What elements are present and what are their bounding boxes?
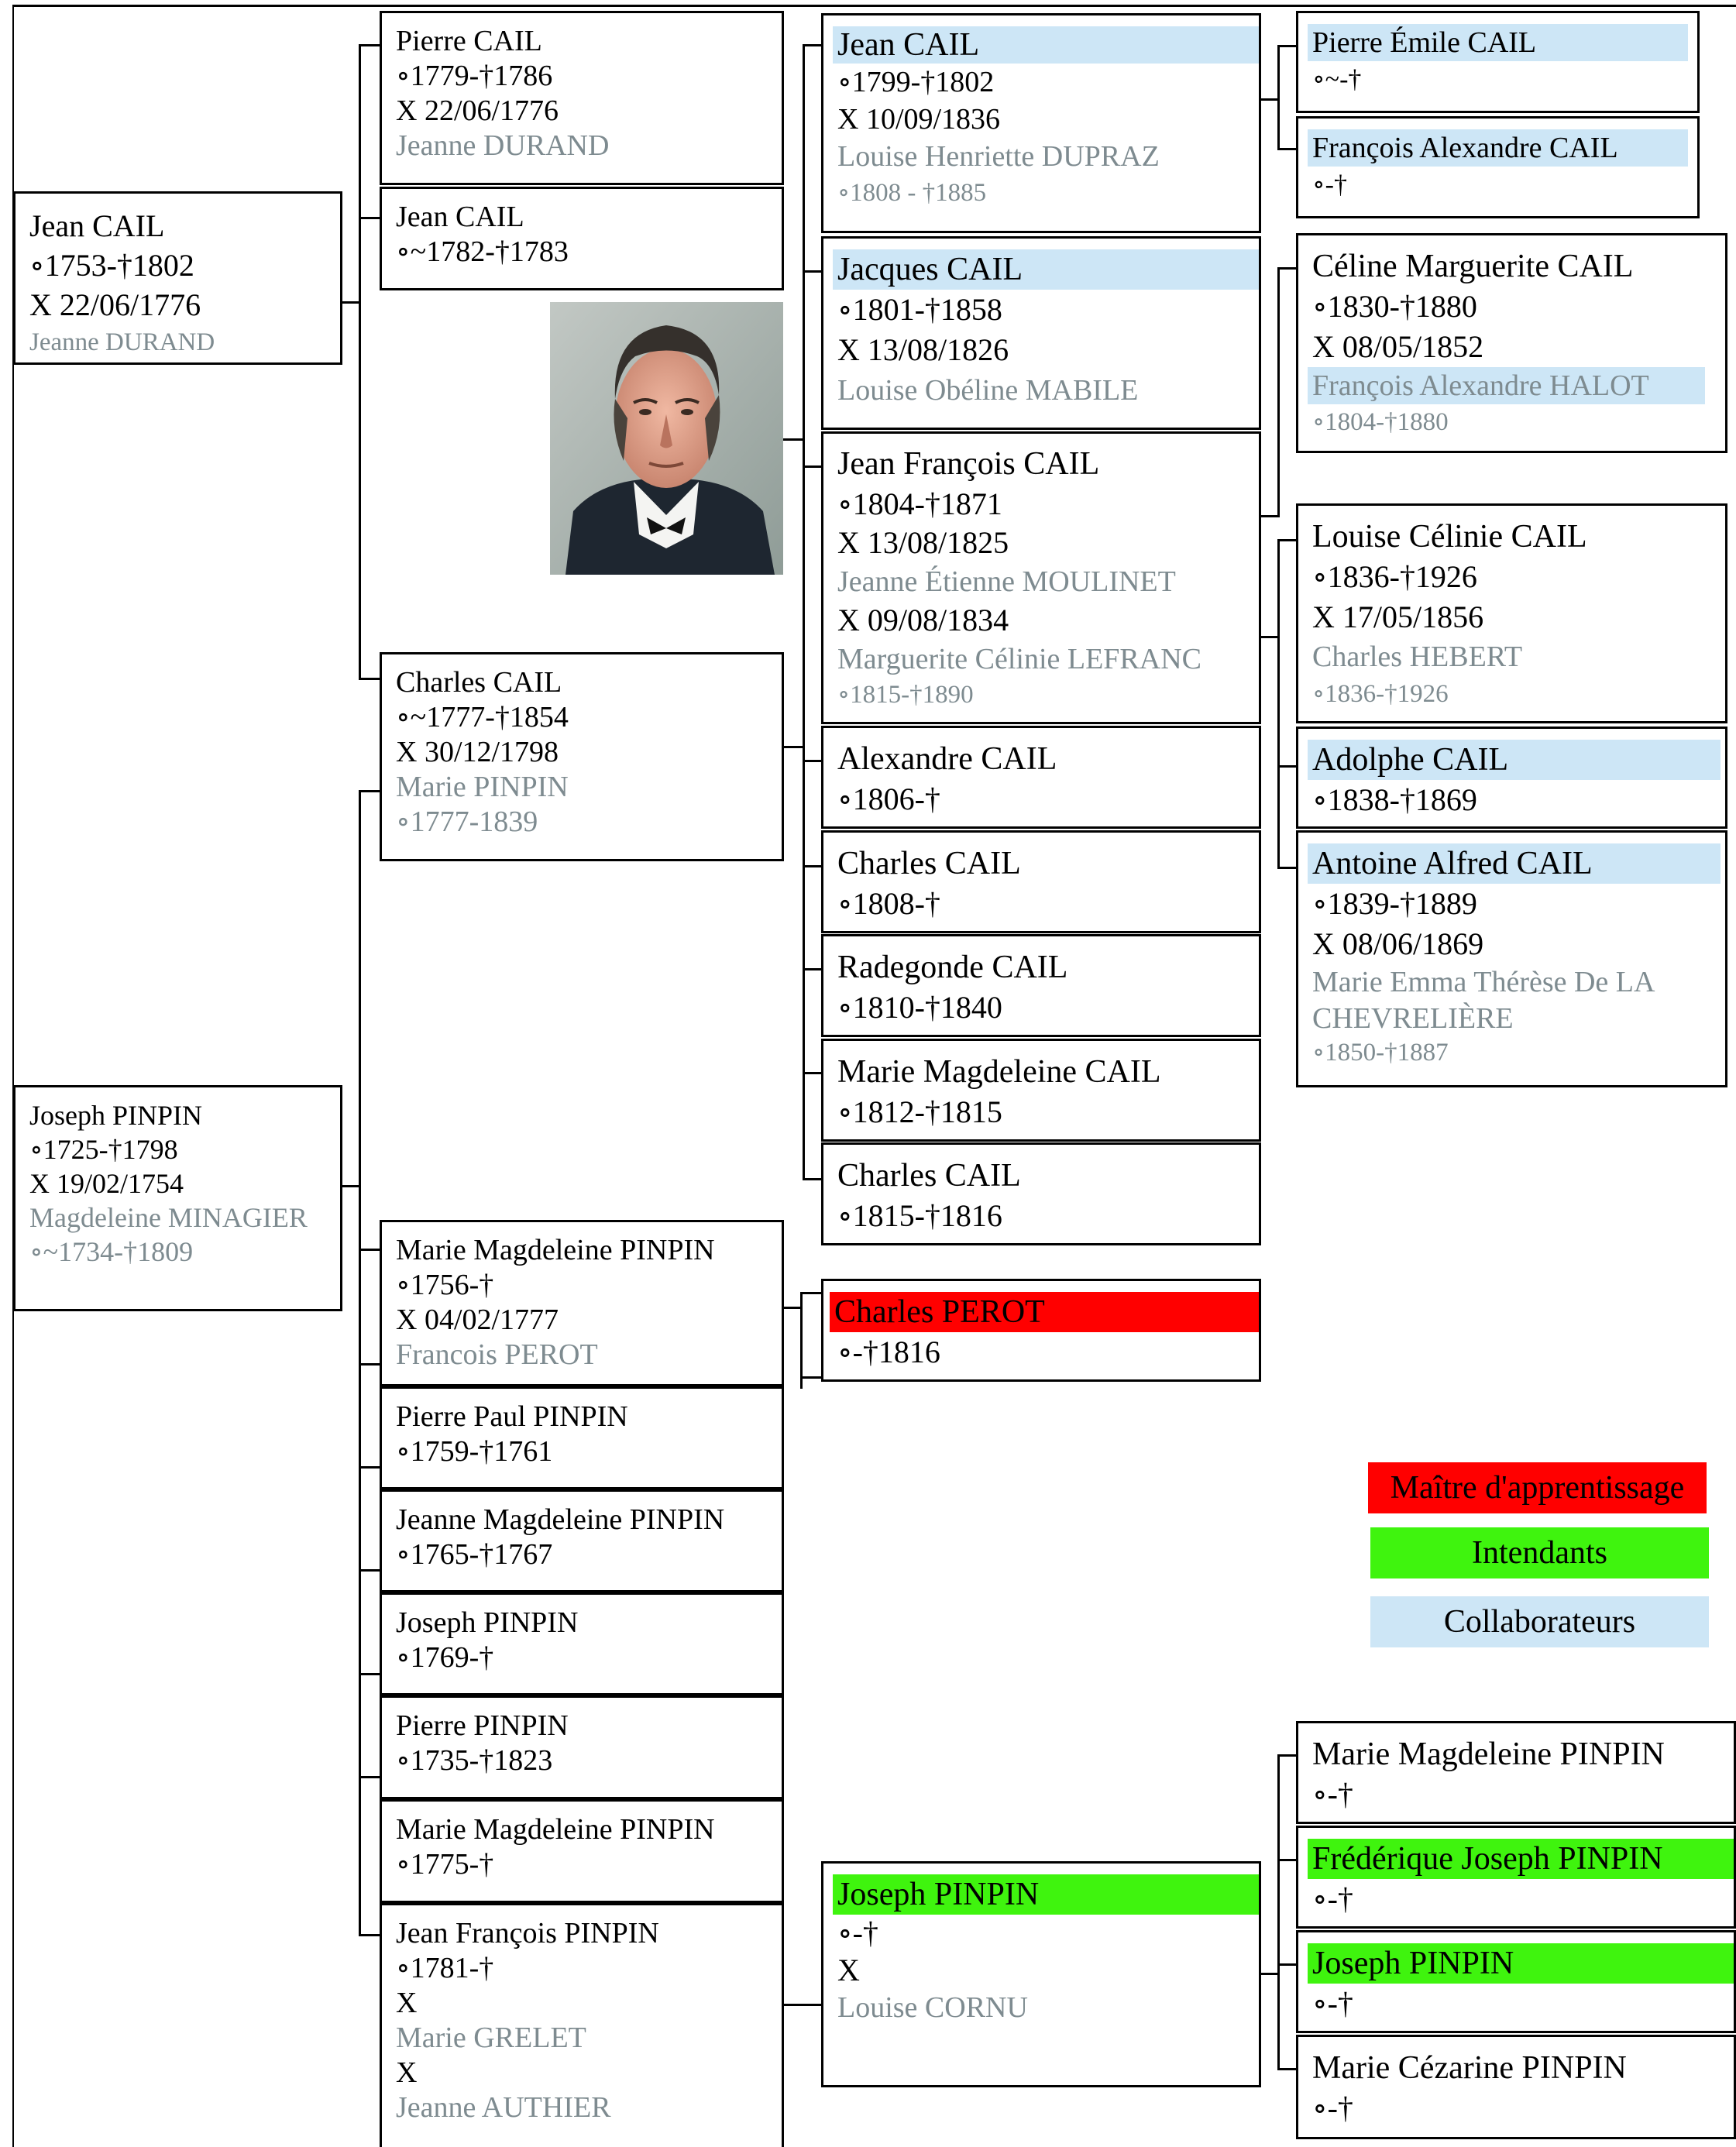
person-dates: ∘1756-† — [396, 1269, 494, 1301]
connector — [803, 44, 822, 46]
connector — [803, 968, 822, 970]
person-dates: ∘~1782-†1783 — [396, 235, 569, 268]
spouse-dates: ∘~1734-†1809 — [29, 1236, 194, 1267]
person-dates: ∘1775-† — [396, 1848, 494, 1881]
connector — [1277, 45, 1280, 150]
marriage-date: X 09/08/1834 — [837, 603, 1009, 637]
person-name: Pierre Émile CAIL — [1308, 24, 1688, 61]
person-card[interactable] — [1296, 2035, 1736, 2139]
person-name: Charles CAIL — [837, 1158, 1021, 1194]
person-dates: ∘1753-†1802 — [29, 248, 194, 283]
person-dates: ∘1810-†1840 — [837, 990, 1002, 1025]
spouse-dates: ∘1777-1839 — [396, 806, 538, 838]
spouse-name: Marie PINPIN — [396, 771, 569, 803]
legend-label: Intendants — [1472, 1535, 1607, 1571]
connector — [1277, 1754, 1297, 1757]
legend-collaborateurs — [1370, 1596, 1709, 1647]
spouse-name: Marie GRELET — [396, 2022, 586, 2054]
marriage-date: X 22/06/1776 — [29, 287, 201, 322]
person-card[interactable] — [1296, 1721, 1736, 1824]
person-card[interactable] — [821, 1279, 1261, 1382]
spouse-dates: ∘1804-†1880 — [1312, 408, 1449, 436]
person-dates: ∘1779-†1786 — [396, 60, 553, 92]
person-dates: ∘1836-†1926 — [1312, 559, 1477, 594]
connector — [800, 1376, 823, 1379]
person-name: Jean CAIL — [29, 208, 165, 243]
person-dates: ∘-†1816 — [837, 1335, 940, 1369]
person-name: Joseph PINPIN — [1308, 1943, 1736, 1984]
person-dates: ∘1806-† — [837, 782, 940, 816]
connector — [803, 865, 822, 867]
connector — [1277, 539, 1297, 541]
spouse-dates: ∘1836-†1926 — [1312, 680, 1449, 708]
connector — [783, 746, 804, 748]
person-name: Jean François CAIL — [837, 446, 1100, 482]
person-card[interactable] — [380, 1695, 784, 1799]
connector — [803, 44, 805, 1180]
connector — [803, 465, 822, 468]
person-dates: ∘1769-† — [396, 1641, 494, 1674]
portrait-photo — [550, 302, 783, 575]
person-dates: ∘1765-†1767 — [396, 1538, 553, 1571]
connector — [359, 1363, 380, 1365]
connector — [359, 678, 380, 680]
person-card[interactable] — [821, 830, 1261, 933]
connector — [1277, 539, 1280, 869]
legend-label: Collaborateurs — [1443, 1604, 1636, 1640]
connector — [359, 44, 380, 46]
spouse-name: Jeanne DURAND — [396, 129, 610, 162]
person-name: Marie Magdeleine PINPIN — [396, 1813, 715, 1846]
person-card[interactable] — [1296, 11, 1700, 113]
connector — [783, 438, 804, 441]
person-name: Alexandre CAIL — [837, 741, 1057, 777]
spouse-name: Louise CORNU — [837, 1991, 1028, 2024]
connector — [359, 1776, 380, 1778]
person-name: Jacques CAIL — [833, 249, 1261, 290]
connector — [359, 1934, 380, 1936]
person-card[interactable] — [13, 191, 342, 365]
person-dates: ∘1839-†1889 — [1312, 886, 1477, 921]
person-name: Joseph PINPIN — [833, 1874, 1261, 1915]
person-card[interactable] — [380, 1799, 784, 1903]
person-name: Jean François PINPIN — [396, 1917, 659, 1949]
marriage-date: X 19/02/1754 — [29, 1168, 184, 1199]
person-dates: ∘1815-†1816 — [837, 1198, 1002, 1233]
person-dates: ∘1808-† — [837, 886, 940, 921]
marriage-date: X 17/05/1856 — [1312, 599, 1484, 634]
spouse-dates: ∘1815-†1890 — [837, 681, 974, 709]
spouse-name: François Alexandre HALOT — [1308, 367, 1705, 404]
person-name: François Alexandre CAIL — [1308, 129, 1688, 167]
spouse-dates: ∘1850-†1887 — [1312, 1039, 1449, 1067]
person-dates: ∘-† — [1312, 1881, 1353, 1916]
person-card[interactable] — [821, 1039, 1261, 1142]
person-name: Joseph PINPIN — [29, 1100, 203, 1131]
marriage-date: X — [396, 1987, 418, 2019]
spouse-name: Francois PEROT — [396, 1338, 598, 1371]
person-dates: ∘-† — [1312, 170, 1347, 199]
person-name: Joseph PINPIN — [396, 1606, 579, 1639]
spouse-dates: ∘1808 - †1885 — [837, 179, 987, 207]
person-card[interactable] — [13, 1085, 342, 1311]
person-card[interactable] — [821, 1861, 1261, 2087]
person-card[interactable] — [821, 1142, 1261, 1245]
connector — [1260, 98, 1279, 101]
connector — [800, 1292, 803, 1389]
person-name: Céline Marguerite CAIL — [1312, 249, 1634, 284]
connector — [1277, 1754, 1280, 2070]
connector — [342, 301, 360, 304]
marriage-date: X 04/02/1777 — [396, 1304, 559, 1336]
person-name: Charles CAIL — [396, 666, 562, 699]
person-card[interactable] — [380, 1489, 784, 1592]
connector — [359, 1466, 380, 1469]
marriage-date: X 13/08/1826 — [837, 332, 1009, 367]
person-dates: ∘1812-†1815 — [837, 1094, 1002, 1129]
top-border — [12, 5, 1736, 7]
person-dates: ∘1830-†1880 — [1312, 289, 1477, 324]
person-card[interactable] — [821, 726, 1261, 829]
person-name: Antoine Alfred CAIL — [1308, 843, 1721, 884]
person-card[interactable] — [1296, 116, 1700, 218]
marriage-date: X — [837, 1953, 860, 1987]
person-card[interactable] — [380, 1220, 784, 1386]
spouse-name: Marie Emma Thérèse De LA CHEVRELIÈRE — [1312, 966, 1654, 1035]
person-name: Marie Cézarine PINPIN — [1312, 2050, 1627, 2086]
person-dates: ∘1838-†1869 — [1312, 782, 1477, 817]
person-card[interactable] — [1296, 1826, 1736, 1929]
legend-intendants — [1370, 1527, 1709, 1578]
spouse-name: Jeanne AUTHIER — [396, 2091, 611, 2124]
person-name: Marie Magdeleine CAIL — [837, 1054, 1161, 1090]
person-card[interactable] — [1296, 727, 1727, 829]
marriage-date: X 22/06/1776 — [396, 94, 559, 127]
connector — [803, 270, 822, 273]
connector — [1277, 45, 1297, 47]
spouse-name: Louise Henriette DUPRAZ — [837, 140, 1160, 173]
person-dates: ∘1725-†1798 — [29, 1134, 178, 1165]
connector — [1277, 1963, 1297, 1966]
marriage-date: X 08/06/1869 — [1312, 926, 1484, 961]
person-name: Pierre CAIL — [396, 25, 542, 57]
connector — [359, 1249, 380, 1251]
marriage-date: X 30/12/1798 — [396, 736, 559, 768]
connector — [1260, 1973, 1279, 1975]
connector — [803, 1178, 822, 1180]
connector — [800, 1292, 823, 1294]
person-card[interactable] — [821, 431, 1261, 724]
person-dates: ∘1735-†1823 — [396, 1744, 553, 1777]
marriage-date: X — [396, 2056, 418, 2089]
connector — [783, 2004, 823, 2006]
marriage-date: X 08/05/1852 — [1312, 329, 1484, 364]
legend-label: Maître d'apprentissage — [1390, 1470, 1685, 1506]
person-card[interactable] — [821, 13, 1261, 233]
person-card[interactable] — [1296, 503, 1727, 723]
legend-maitre — [1368, 1462, 1707, 1513]
marriage-date: X 13/08/1825 — [837, 525, 1009, 560]
connector — [803, 1072, 822, 1074]
person-name: Jean CAIL — [396, 201, 524, 233]
spouse-name: Jeanne Étienne MOULINET — [837, 565, 1176, 598]
person-name: Jeanne Magdeleine PINPIN — [396, 1503, 725, 1536]
person-card[interactable] — [1296, 830, 1727, 1087]
person-dates: ∘1759-†1761 — [396, 1435, 553, 1468]
spouse-name: Magdeleine MINAGIER — [29, 1202, 308, 1233]
person-dates: ∘1804-†1871 — [837, 486, 1002, 521]
person-name: Charles CAIL — [837, 846, 1021, 881]
connector — [1260, 636, 1279, 638]
spouse-name: Jeanne DURAND — [29, 328, 215, 356]
person-dates: ∘-† — [837, 1915, 878, 1950]
connector — [342, 1185, 360, 1187]
person-name: Radegonde CAIL — [837, 950, 1068, 985]
person-dates: ∘1781-† — [396, 1952, 494, 1984]
person-card[interactable] — [380, 1592, 784, 1695]
person-card[interactable] — [380, 1386, 784, 1489]
person-card[interactable] — [1296, 233, 1727, 453]
person-name: Pierre Paul PINPIN — [396, 1400, 628, 1433]
person-name: Louise Célinie CAIL — [1312, 519, 1587, 555]
person-card[interactable] — [380, 187, 784, 290]
connector — [1277, 765, 1297, 768]
person-name: Frédérique Joseph PINPIN — [1308, 1839, 1736, 1879]
connector — [1260, 515, 1279, 517]
connector — [1277, 867, 1297, 869]
person-dates: ∘-† — [1312, 1777, 1353, 1812]
connector — [359, 790, 380, 792]
spouse-name: Louise Obéline MABILE — [837, 374, 1139, 407]
connector — [1277, 1859, 1297, 1861]
person-dates: ∘1799-†1802 — [837, 66, 995, 98]
connector — [1277, 267, 1297, 270]
connector — [1277, 2068, 1297, 2070]
person-name: Adolphe CAIL — [1308, 740, 1721, 780]
person-dates: ∘-† — [1312, 2090, 1353, 2125]
person-dates: ∘-† — [1312, 1986, 1353, 2021]
connector — [1277, 148, 1297, 150]
person-card[interactable] — [821, 934, 1261, 1037]
person-dates: ∘1801-†1858 — [837, 292, 1002, 327]
connector — [359, 1673, 380, 1675]
connector — [1277, 267, 1280, 517]
spouse-name: Charles HEBERT — [1312, 641, 1523, 673]
person-name: Marie Magdeleine PINPIN — [396, 1234, 715, 1266]
person-card[interactable] — [380, 1903, 784, 2147]
connector — [359, 1569, 380, 1572]
connector — [359, 44, 361, 679]
person-dates: ∘~-† — [1312, 65, 1362, 94]
person-card[interactable] — [1296, 1930, 1736, 2033]
person-name: Pierre PINPIN — [396, 1709, 569, 1742]
person-card[interactable] — [380, 11, 784, 185]
person-card[interactable] — [380, 652, 784, 861]
connector — [359, 217, 380, 219]
person-name: Jean CAIL — [833, 26, 1261, 64]
person-name: Charles PEROT — [830, 1292, 1261, 1332]
person-card[interactable] — [821, 236, 1261, 430]
spouse-name: Marguerite Célinie LEFRANC — [837, 643, 1202, 675]
connector — [803, 760, 822, 762]
person-dates: ∘~1777-†1854 — [396, 701, 569, 733]
person-name: Marie Magdeleine PINPIN — [1312, 1736, 1665, 1772]
marriage-date: X 10/09/1836 — [837, 103, 1001, 136]
